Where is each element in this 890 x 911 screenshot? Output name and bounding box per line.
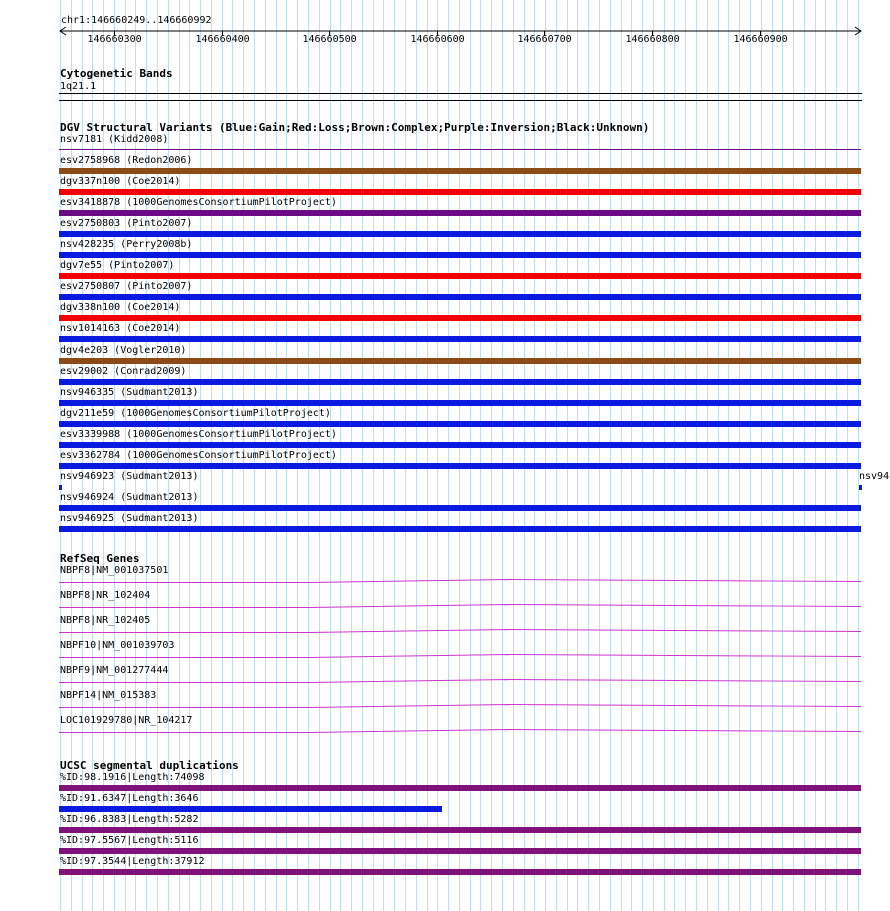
segdup-label[interactable]: %ID:97.3544|Length:37912 xyxy=(60,856,205,867)
dgv-variant-bar[interactable] xyxy=(59,315,861,321)
segdup-track-header: UCSC segmental duplications xyxy=(60,759,239,772)
refseq-gene-line xyxy=(59,605,861,608)
refseq-gene-model[interactable] xyxy=(59,726,862,734)
segdup-bar[interactable] xyxy=(59,785,861,791)
segdup-label[interactable]: %ID:97.5567|Length:5116 xyxy=(60,835,199,846)
refseq-gene-model[interactable] xyxy=(59,601,862,609)
dgv-variant-bar[interactable] xyxy=(59,168,861,174)
refseq-gene-model[interactable] xyxy=(59,626,862,634)
ruler-tick-label: 146660800 xyxy=(625,34,680,45)
refseq-gene-line xyxy=(59,580,861,583)
dgv-variant-label[interactable]: nsv946335 (Sudmant2013) xyxy=(60,387,199,398)
dgv-variant-label[interactable]: dgv4e203 (Vogler2010) xyxy=(60,345,187,356)
refseq-gene-model[interactable] xyxy=(59,701,862,709)
dgv-variant-bar[interactable] xyxy=(59,400,861,406)
refseq-gene-label[interactable]: LOC101929780|NR_104217 xyxy=(60,715,193,726)
segdup-bar[interactable] xyxy=(59,869,861,875)
refseq-gene-label[interactable]: NBPF8|NR_102405 xyxy=(60,615,151,626)
segdup-label[interactable]: %ID:96.8383|Length:5282 xyxy=(60,814,199,825)
track-divider xyxy=(59,100,862,101)
segdup-label[interactable]: %ID:91.6347|Length:3646 xyxy=(60,793,199,804)
dgv-variant-bar[interactable] xyxy=(59,379,861,385)
ruler-tick-label: 146660500 xyxy=(302,34,357,45)
dgv-variant-bar[interactable] xyxy=(59,526,861,532)
cytoband-line xyxy=(59,93,862,94)
dgv-variant-bar[interactable] xyxy=(59,189,861,195)
dgv-variant-label[interactable]: esv3418878 (1000GenomesConsortiumPilotProject) xyxy=(60,197,337,208)
segdup-bar[interactable] xyxy=(59,806,442,812)
dgv-variant-bar[interactable] xyxy=(59,273,861,279)
refseq-gene-model[interactable] xyxy=(59,576,862,584)
cytoband-label: 1q21.1 xyxy=(60,81,97,92)
dgv-variant-bar[interactable] xyxy=(59,442,861,448)
refseq-gene-line xyxy=(59,680,861,683)
dgv-variant-bar[interactable] xyxy=(59,463,861,469)
dgv-track-header: DGV Structural Variants (Blue:Gain;Red:Loss;Brown:Complex;Purple:Inversion;Black:Unknown) xyxy=(60,121,650,134)
dgv-variant-label[interactable]: esv2750807 (Pinto2007) xyxy=(60,281,193,292)
dgv-variant-bar[interactable] xyxy=(59,149,861,150)
ruler-tick-label: 146660900 xyxy=(733,34,788,45)
ruler-tick-label: 146660400 xyxy=(195,34,250,45)
segdup-bar[interactable] xyxy=(59,848,861,854)
dgv-variant-label[interactable]: dgv7e55 (Pinto2007) xyxy=(60,260,175,271)
ruler-tick-label: 146660700 xyxy=(517,34,572,45)
dgv-variant-label[interactable]: nsv94 xyxy=(859,471,890,482)
dgv-variant-bar[interactable] xyxy=(59,358,861,364)
dgv-variant-bar[interactable] xyxy=(59,294,861,300)
refseq-gene-line xyxy=(59,705,861,708)
ruler-tick-label: 146660600 xyxy=(410,34,465,45)
dgv-variant-bar[interactable] xyxy=(59,336,861,342)
dgv-variant-label[interactable]: esv29002 (Conrad2009) xyxy=(60,366,187,377)
dgv-variant-label[interactable]: nsv946924 (Sudmant2013) xyxy=(60,492,199,503)
refseq-gene-line xyxy=(59,630,861,633)
dgv-variant-label[interactable]: nsv7181 (Kidd2008) xyxy=(60,134,169,145)
dgv-variant-label[interactable]: nsv1014163 (Coe2014) xyxy=(60,323,181,334)
dgv-variant-bar[interactable] xyxy=(59,505,861,511)
cytoband-track-header: Cytogenetic Bands xyxy=(60,67,173,80)
refseq-gene-model[interactable] xyxy=(59,676,862,684)
dgv-variant-bar[interactable] xyxy=(59,231,861,237)
location-title: chr1:146660249..146660992 xyxy=(61,15,212,26)
refseq-gene-label[interactable]: NBPF9|NM_001277444 xyxy=(60,665,169,676)
dgv-variant-label[interactable]: nsv946925 (Sudmant2013) xyxy=(60,513,199,524)
refseq-gene-label[interactable]: NBPF8|NM_001037501 xyxy=(60,565,169,576)
dgv-variant-bar[interactable] xyxy=(59,252,861,258)
segdup-bar[interactable] xyxy=(59,827,861,833)
refseq-gene-label[interactable]: NBPF14|NM_015383 xyxy=(60,690,157,701)
refseq-gene-label[interactable]: NBPF10|NM_001039703 xyxy=(60,640,175,651)
dgv-variant-label[interactable]: dgv338n100 (Coe2014) xyxy=(60,302,181,313)
refseq-gene-label[interactable]: NBPF8|NR_102404 xyxy=(60,590,151,601)
dgv-variant-label[interactable]: esv2758968 (Redon2006) xyxy=(60,155,193,166)
segdup-label[interactable]: %ID:98.1916|Length:74098 xyxy=(60,772,205,783)
refseq-track-header: RefSeq Genes xyxy=(60,552,140,565)
dgv-variant-label[interactable]: esv3362784 (1000GenomesConsortiumPilotProject) xyxy=(60,450,337,461)
dgv-variant-bar[interactable] xyxy=(59,485,62,490)
dgv-variant-label[interactable]: dgv337n100 (Coe2014) xyxy=(60,176,181,187)
refseq-gene-line xyxy=(59,730,861,733)
dgv-variant-label[interactable]: esv2750803 (Pinto2007) xyxy=(60,218,193,229)
dgv-variant-bar[interactable] xyxy=(59,210,861,216)
dgv-variant-label[interactable]: nsv428235 (Perry2008b) xyxy=(60,239,193,250)
dgv-variant-label[interactable]: nsv946923 (Sudmant2013) xyxy=(60,471,199,482)
refseq-gene-line xyxy=(59,655,861,658)
dgv-variant-label[interactable]: dgv211e59 (1000GenomesConsortiumPilotProject) xyxy=(60,408,331,419)
dgv-variant-label[interactable]: esv3339988 (1000GenomesConsortiumPilotProject) xyxy=(60,429,337,440)
ruler-tick-label: 146660300 xyxy=(87,34,142,45)
dgv-variant-bar[interactable] xyxy=(59,421,861,427)
refseq-gene-model[interactable] xyxy=(59,651,862,659)
dgv-variant-bar[interactable] xyxy=(859,485,862,490)
